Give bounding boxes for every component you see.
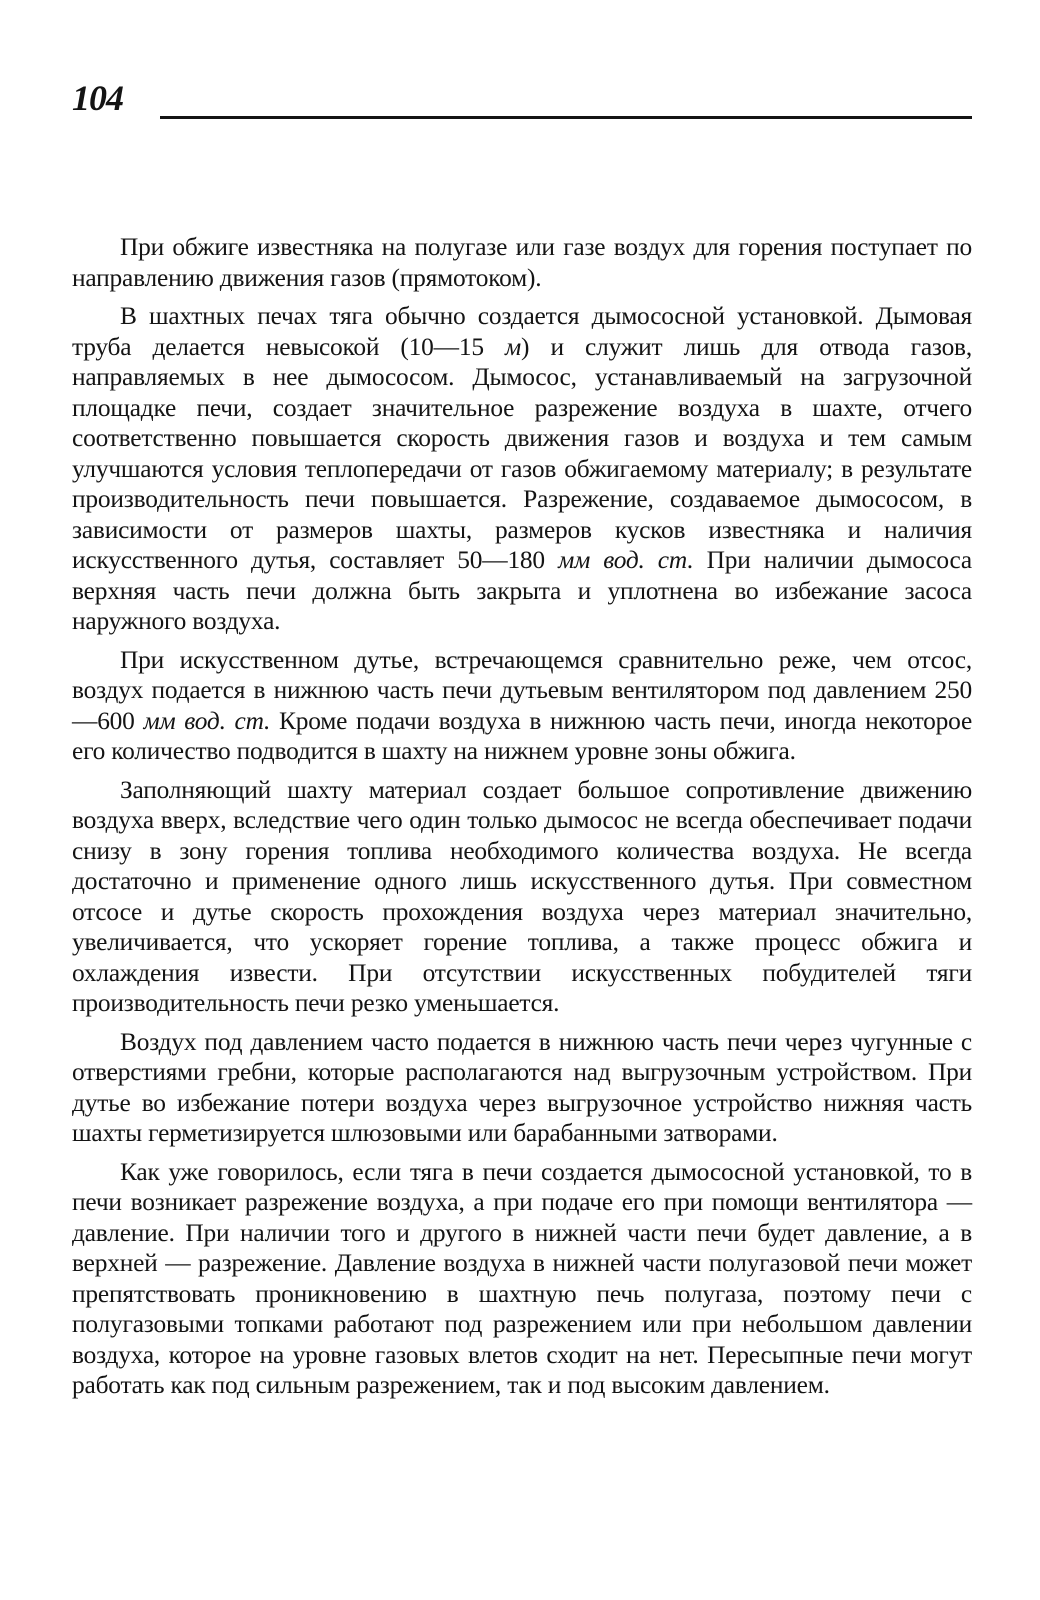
paragraph-text: При искусственном дутье, встречающемся сравнительно реже, чем отсос, воздух подается в нижнюю часть печи дутьевым вентилятором под давлением 250—600: [72, 645, 972, 735]
paragraph-4: [72, 775, 972, 1019]
paragraph-2: [72, 301, 972, 637]
paragraph-text: При наличии дымососа верхняя часть печи должна быть закрыта и уплотнена во избежание засоса наружного воздуха.: [72, 546, 973, 635]
unit-meters: м: [505, 332, 522, 361]
unit-mm-water-column: мм вод. ст.: [558, 546, 694, 574]
paragraph-5: [72, 1027, 972, 1149]
header-rule: [160, 116, 972, 119]
paragraph-text: Воздух под давлением часто подается в нижнюю часть печи через чугунные с отверстиями гребни, которые располагаются над выгрузочным устройством. При дутье во избежание потери воздуха через выгрузочное устройство нижняя часть шахты герметизируется шлюзовыми или барабанными затворами.: [72, 1027, 972, 1147]
paragraph-text: Как уже говорилось, если тяга в печи создается дымососной установкой, то в печи возникает разрежение воздуха, а при подаче его при помощи вентилятора — давление. При наличии того и другого в нижней части печи будет давление, а в верхней — разрежение. Давление воздуха в нижней части полугазовой печи может препятствовать проникновению в шахтную печь полугаза, поэтому печи с полугазовыми топками работают под разрежением или при небольшом давлении воздуха, которое на уровне газовых влетов сходит на нет. Пересыпные печи могут работать как под сильным разрежением, так и под высоким давлением.: [72, 1157, 972, 1399]
page-header: [72, 70, 972, 126]
paragraph-text: Кроме подачи воздуха в нижнюю часть печи, иногда некоторое его количество подводится в шахту на нижнем уровне зоны обжига.: [72, 706, 973, 765]
paragraph-1: [72, 232, 972, 293]
page-number: 104: [72, 78, 123, 118]
body-text: [72, 232, 972, 1401]
book-page: [72, 70, 972, 1409]
paragraph-text: ) и служит лишь для отвода газов, направляемых в нее дымососом. Дымосос, устанавливаемый на загрузочной площадке печи, создает значительное разрежение воздуха в шахте, отчего соответственно повышается скорость движения газов и воздуха и тем самым улучшаются условия теплопередачи от газов обжигаемому материалу; в результате производительность печи повышается. Разрежение, создаваемое дымососом, в зависимости от размеров шахты, размеров кусков известняка и наличия искусственного дутья, составляет 50—180: [72, 332, 972, 574]
paragraph-text: Заполняющий шахту материал создает большое сопротивление движению воздуха вверх, вследствие чего один только дымосос не всегда обеспечивает подачи снизу в зону горения топлива необходимого количества воздуха. Не всегда достаточно и применение одного лишь искусственного дутья. При совместном отсосе и дутье скорость прохождения воздуха через материал значительно, увеличивается, что ускоряет горение топлива, а также процесс обжига и охлаждения извести. При отсутствии искусственных побудителей тяги производительность печи резко уменьшается.: [72, 775, 972, 1017]
paragraph-6: [72, 1157, 972, 1401]
paragraph-text: При обжиге известняка на полугазе или газе воздух для горения поступает по направлению движения газов (прямотоком).: [72, 233, 972, 292]
paragraph-3: [72, 645, 972, 767]
unit-mm-water-column: мм вод. ст.: [143, 706, 271, 735]
paragraph-text: В шахтных печах тяга обычно создается дымососной установкой. Дымовая труба делается невысокой (10—15: [72, 302, 972, 361]
